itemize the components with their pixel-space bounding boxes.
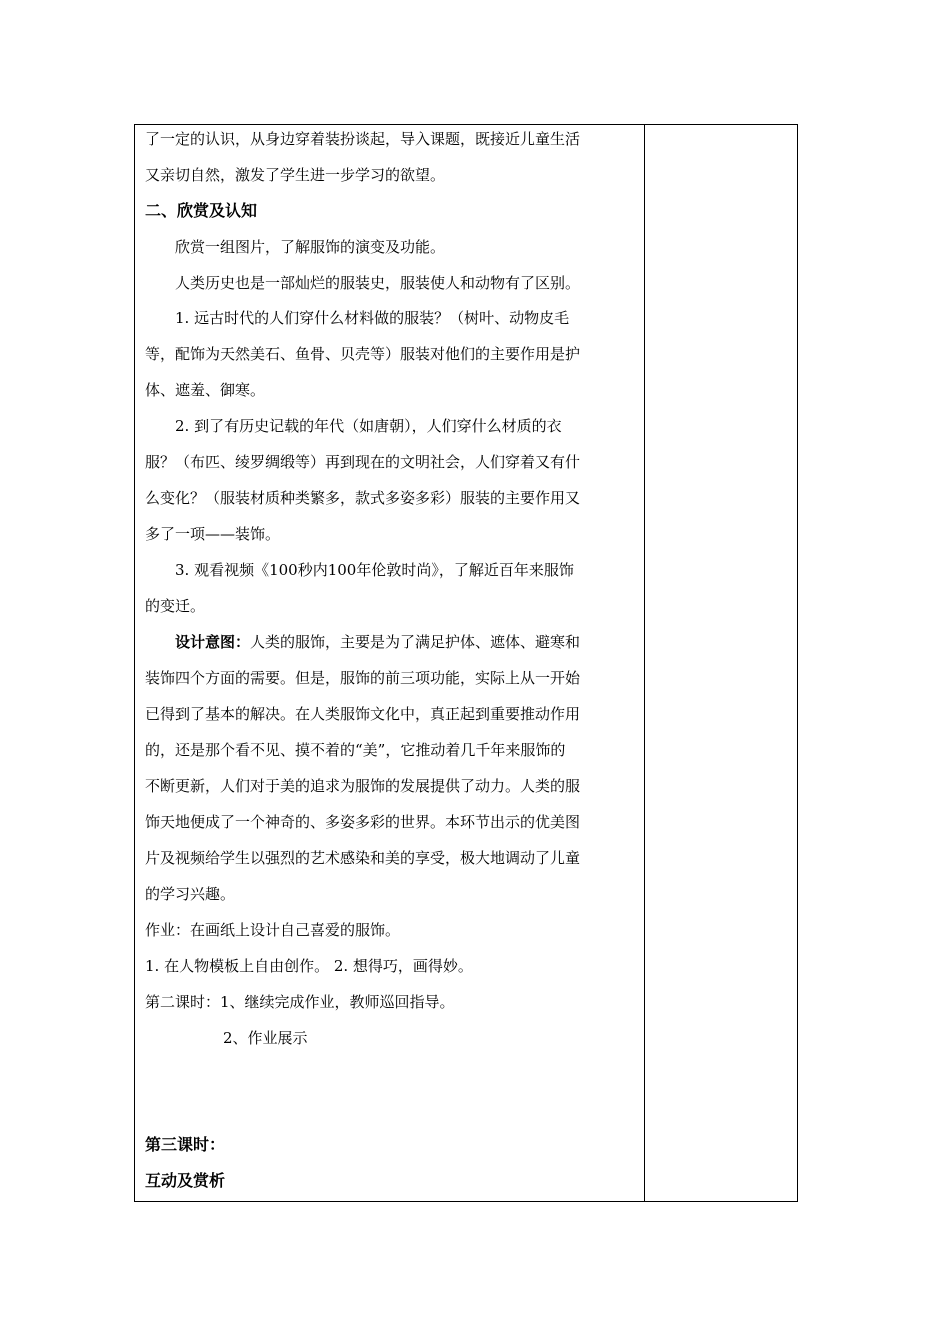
text-line: 的，还是那个看不见、摸不着的“美”，它推动着几千年来服饰的: [145, 741, 566, 759]
design-intent-label: 设计意图：: [175, 633, 251, 651]
text-line: 的变迁。: [145, 597, 206, 615]
text-line: 的学习兴趣。: [145, 885, 236, 903]
text-line: 饰天地便成了一个神奇的、多姿多彩的世界。本环节出示的优美图: [145, 813, 581, 831]
second-lesson-item: 2、作业展示: [223, 1029, 308, 1047]
text-line: 不断更新，人们对于美的追求为服饰的发展提供了动力。人类的服: [145, 777, 581, 795]
text-line: 了一定的认识，从身边穿着装扮谈起，导入课题，既接近儿童生活: [145, 130, 581, 148]
text-line: 欣赏一组图片，了解服饰的演变及功能。: [175, 238, 446, 256]
second-lesson-line: 第二课时：1、继续完成作业，教师巡回指导。: [145, 993, 455, 1011]
text-line: 么变化？（服装材质种类繁多，款式多姿多彩）服装的主要作用又: [145, 489, 581, 507]
text-line: 片及视频给学生以强烈的艺术感染和美的享受，极大地调动了儿童: [145, 849, 581, 867]
text-line: 1. 远古时代的人们穿什么材料做的服装？（树叶、动物皮毛: [175, 309, 570, 327]
side-notes-cell: [645, 125, 797, 1201]
text-line: 又亲切自然，激发了学生进一步学习的欲望。: [145, 166, 446, 184]
text-line: 装饰四个方面的需要。但是，服饰的前三项功能，实际上从一开始: [145, 669, 581, 687]
homework-line: 作业：在画纸上设计自己喜爱的服饰。: [145, 921, 401, 939]
lesson-table: [134, 124, 798, 1202]
interaction-heading: 互动及赏析: [145, 1171, 226, 1190]
text-line: 服？（布匹、绫罗绸缎等）再到现在的文明社会，人们穿着又有什: [145, 453, 581, 471]
main-content-cell: [135, 125, 645, 1201]
text-line: 2. 到了有历史记载的年代（如唐朝），人们穿什么材质的衣: [175, 417, 562, 435]
text-line: 人类历史也是一部灿烂的服装史，服装使人和动物有了区别。: [175, 274, 581, 292]
text-line: 多了一项——装饰。: [145, 525, 281, 543]
text-line: 已得到了基本的解决。在人类服饰文化中，真正起到重要推动作用: [145, 705, 581, 723]
text-line: 等，配饰为天然美石、鱼骨、贝壳等）服装对他们的主要作用是护: [145, 345, 581, 363]
third-lesson-heading: 第三课时：: [145, 1135, 226, 1154]
text-line: 体、遮羞、御寒。: [145, 381, 266, 399]
design-intent-line: [175, 632, 580, 652]
design-intent-text: 人类的服饰，主要是为了满足护体、遮体、避寒和: [250, 633, 581, 651]
text-line: 3. 观看视频《100秒内100年伦敦时尚》，了解近百年来服饰: [175, 561, 574, 579]
homework-steps: 1. 在人物模板上自由创作。 2. 想得巧，画得妙。: [145, 957, 473, 975]
section-heading: 二、欣赏及认知: [145, 201, 258, 220]
